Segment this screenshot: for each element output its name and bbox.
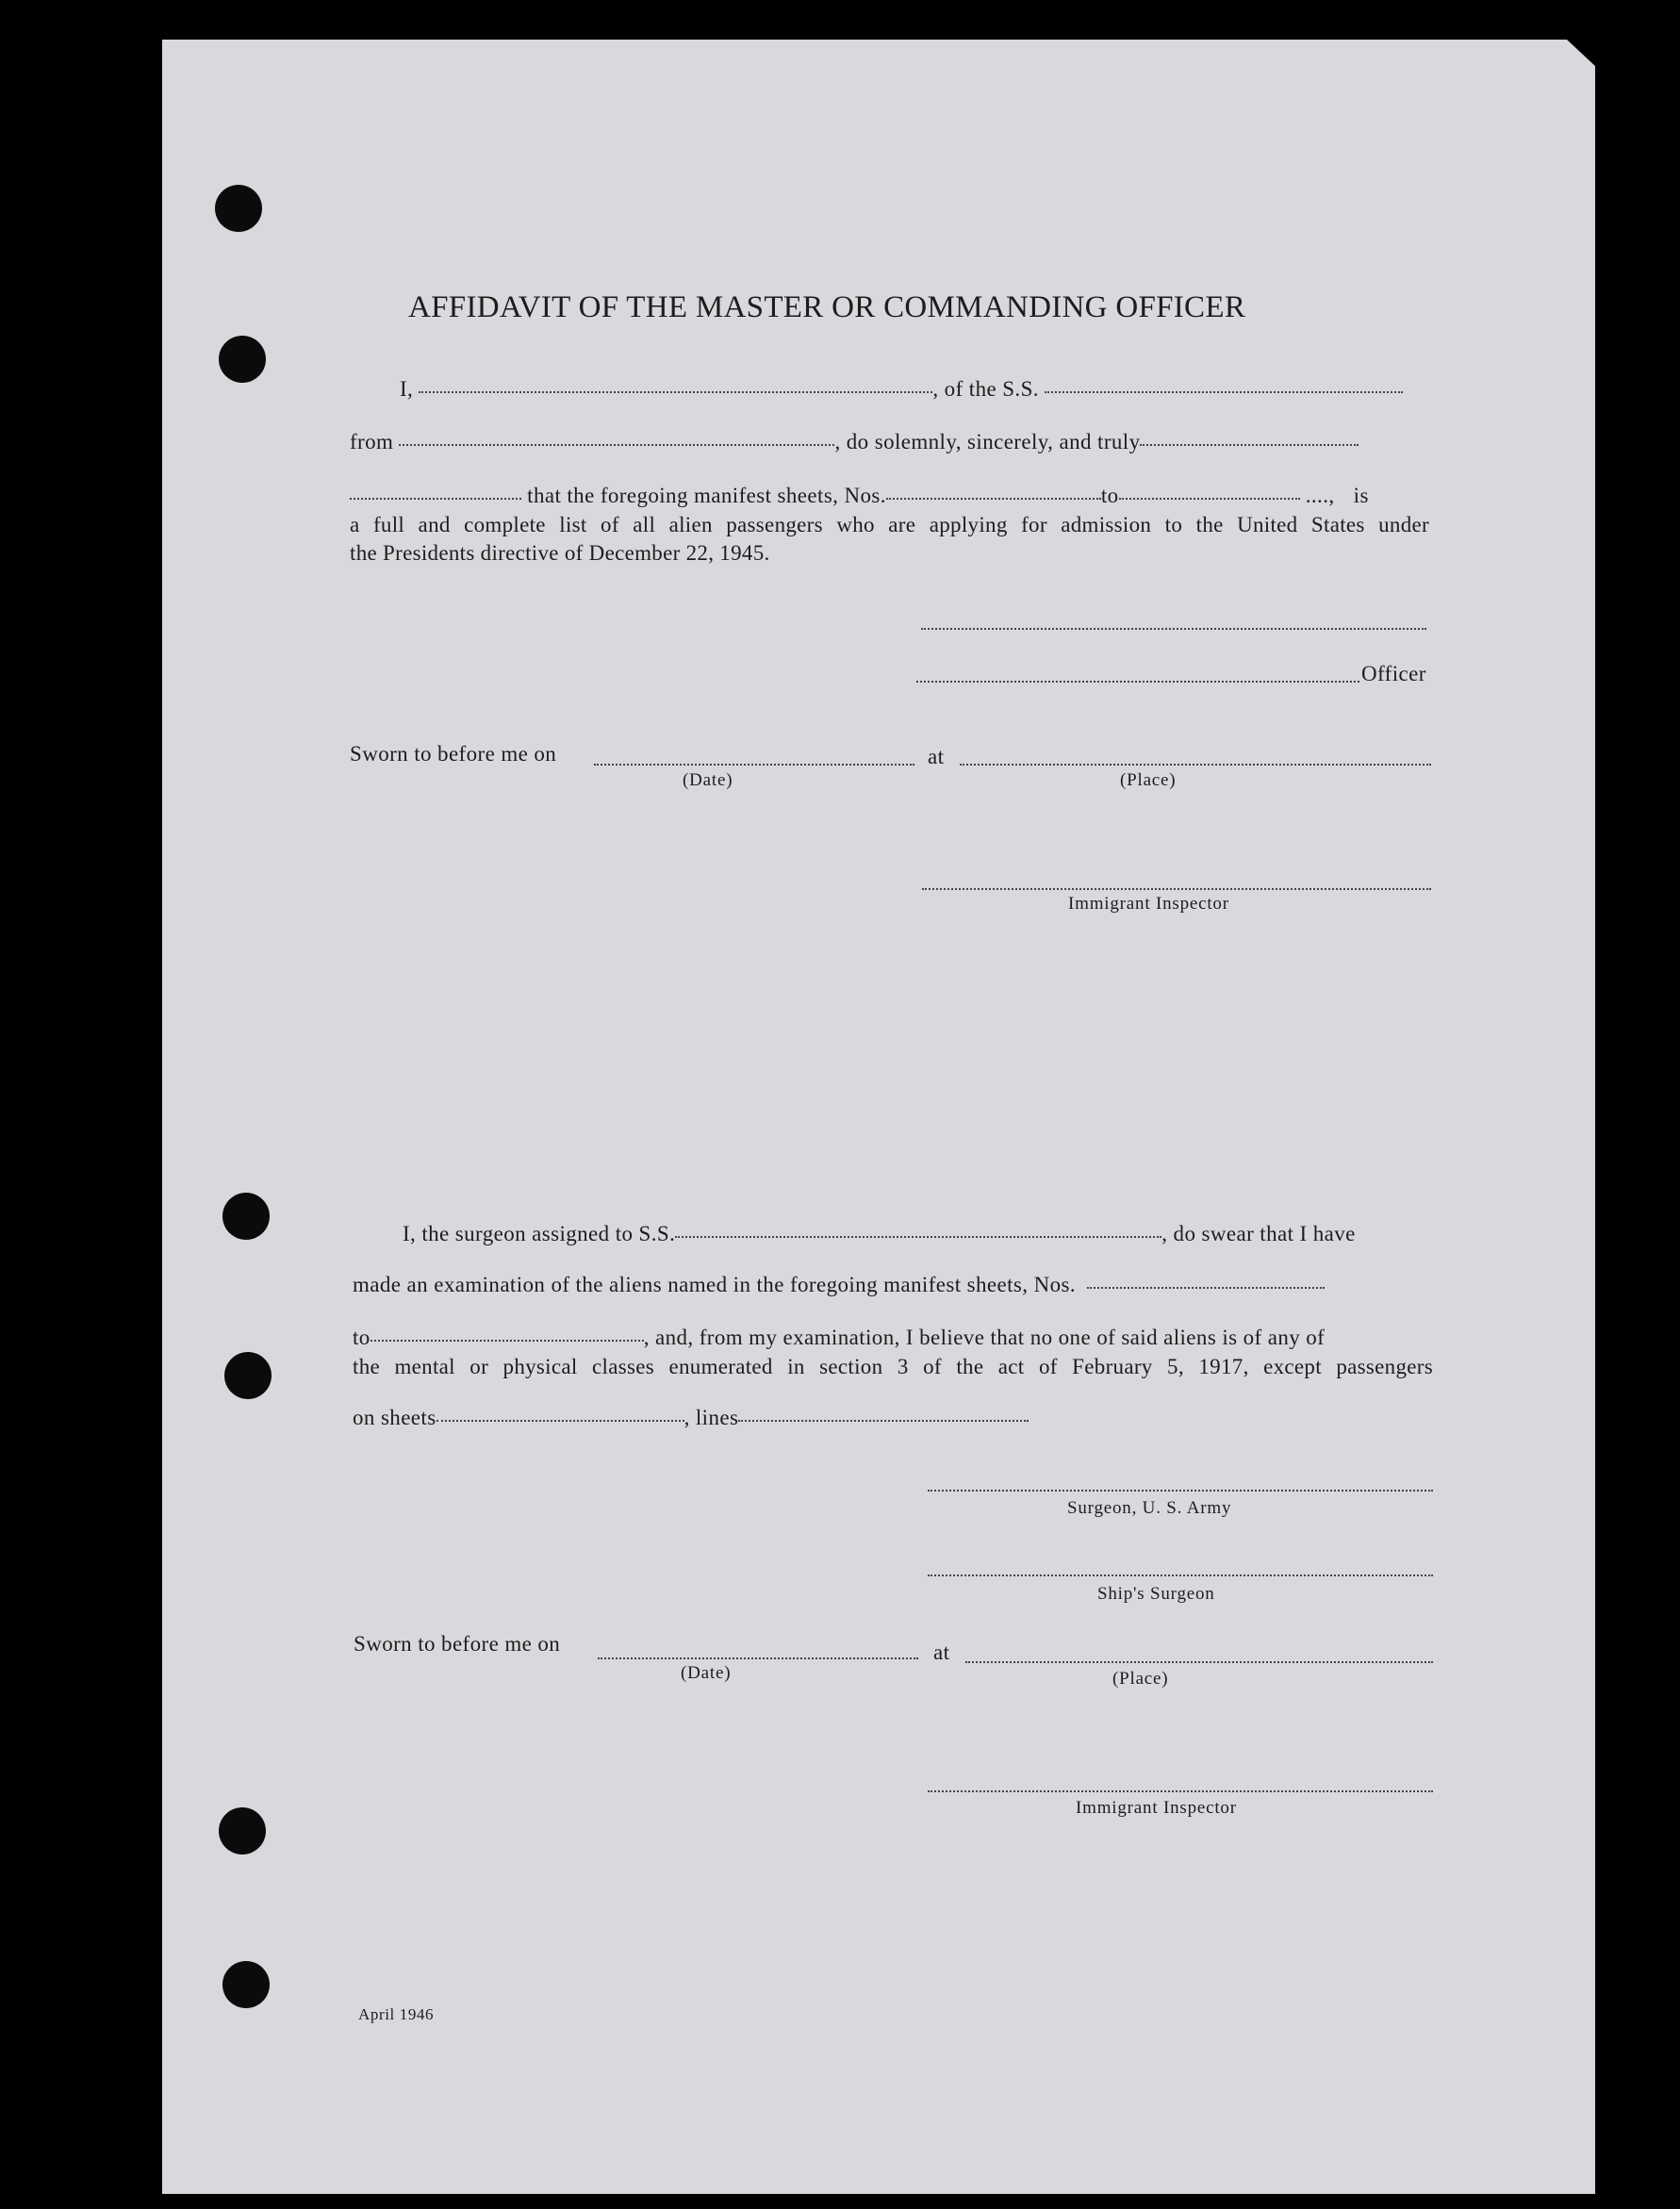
- surgeon-swear-label: , do swear that I have: [1161, 1222, 1356, 1245]
- master-line-4: a full and complete list of all alien passengers who are applying for admission to the United States under: [350, 513, 1429, 536]
- sworn-1-place-caption: (Place): [1120, 770, 1177, 790]
- master-line-1: [400, 377, 1403, 402]
- sworn-2-date-caption: (Date): [681, 1663, 732, 1683]
- officer-label: Officer: [1361, 662, 1426, 685]
- surgeon-lines-label: , lines: [684, 1406, 739, 1429]
- master-i-label: I,: [400, 377, 414, 401]
- sworn-2-date-field[interactable]: [598, 1657, 918, 1659]
- master-line-5: the Presidents directive of December 22, 1945.: [350, 541, 770, 565]
- sworn-2-label: Sworn to before me on: [354, 1632, 561, 1656]
- punch-hole: [222, 1193, 270, 1240]
- inspector-1-signature-line[interactable]: [922, 888, 1431, 890]
- punch-hole: [219, 1807, 266, 1855]
- master-oath-continued-field[interactable]: [350, 497, 521, 500]
- master-line-2: [350, 430, 1359, 454]
- master-to-label: to: [1100, 484, 1119, 507]
- master-solemnly-label: , do solemnly, sincerely, and truly: [834, 430, 1141, 453]
- surgeon-to-label: to: [353, 1326, 371, 1349]
- master-from-field[interactable]: [399, 443, 834, 446]
- surgeon-line-5: [353, 1406, 1029, 1430]
- surgeon-nos-from-field[interactable]: [1087, 1286, 1325, 1289]
- officer-title-line[interactable]: [916, 681, 1359, 683]
- surgeon-line-2: [353, 1273, 1325, 1297]
- form-page: [162, 40, 1595, 2194]
- surgeon-sheets-field[interactable]: [436, 1419, 684, 1422]
- surgeon-belief-label: , and, from my examination, I believe that no one of said aliens is of any of: [643, 1326, 1326, 1349]
- inspector-2-caption: Immigrant Inspector: [1076, 1798, 1237, 1818]
- army-surgeon-signature-line[interactable]: [928, 1490, 1433, 1492]
- master-from-label: from: [350, 430, 394, 453]
- surgeon-sheets-label: on sheets: [353, 1406, 436, 1429]
- form-date-footer: April 1946: [358, 2005, 435, 2023]
- ship-surgeon-caption: Ship's Surgeon: [1097, 1584, 1215, 1604]
- punch-hole: [219, 336, 266, 383]
- master-nos-from-field[interactable]: [886, 497, 1101, 500]
- sworn-2-at-label: at: [933, 1640, 950, 1664]
- sworn-2-place-field[interactable]: [965, 1661, 1433, 1663]
- sworn-1-at-label: at: [928, 745, 945, 768]
- master-ship-label: , of the S.S.: [932, 377, 1039, 401]
- punch-hole: [224, 1352, 272, 1399]
- surgeon-assigned-label: I, the surgeon assigned to S.S.: [403, 1222, 676, 1245]
- ship-surgeon-signature-line[interactable]: [928, 1574, 1433, 1576]
- surgeon-line-1: [403, 1222, 1356, 1246]
- master-oath-field[interactable]: [1140, 443, 1359, 446]
- sworn-2-place-caption: (Place): [1112, 1669, 1169, 1689]
- master-nos-to-field[interactable]: [1119, 497, 1300, 500]
- inspector-1-caption: Immigrant Inspector: [1068, 894, 1229, 914]
- master-dots-comma: ....,: [1305, 484, 1335, 507]
- master-ship-field[interactable]: [1045, 390, 1403, 393]
- army-surgeon-caption: Surgeon, U. S. Army: [1067, 1498, 1232, 1518]
- master-name-field[interactable]: [419, 390, 932, 393]
- punch-hole: [222, 1961, 270, 2008]
- master-signature-line[interactable]: [921, 628, 1426, 630]
- master-is-label: is: [1353, 484, 1369, 507]
- master-manifest-label: that the foregoing manifest sheets, Nos.: [527, 484, 886, 507]
- sworn-1-date-field[interactable]: [594, 764, 914, 766]
- punch-hole: [215, 185, 262, 232]
- surgeon-line-4: the mental or physical classes enumerated in section 3 of the act of February 5, 1917, except passengers: [353, 1355, 1433, 1378]
- surgeon-examination-label: made an examination of the aliens named in the foregoing manifest sheets, Nos.: [353, 1273, 1076, 1296]
- inspector-2-signature-line[interactable]: [928, 1790, 1433, 1792]
- surgeon-ship-field[interactable]: [675, 1235, 1161, 1238]
- surgeon-nos-to-field[interactable]: [371, 1339, 644, 1342]
- master-line-3: [350, 484, 1369, 508]
- sworn-1-label: Sworn to before me on: [350, 742, 557, 766]
- surgeon-line-3: [353, 1326, 1325, 1350]
- sworn-1-place-field[interactable]: [960, 764, 1431, 766]
- surgeon-lines-field[interactable]: [738, 1419, 1029, 1422]
- sworn-1-date-caption: (Date): [683, 770, 733, 790]
- form-title: AFFIDAVIT OF THE MASTER OR COMMANDING OFFICER: [408, 290, 1246, 324]
